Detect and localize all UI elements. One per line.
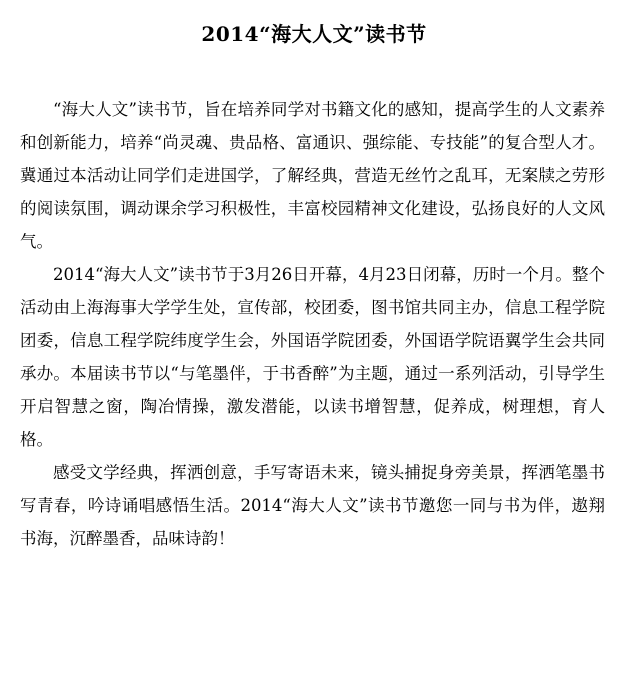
document-title: 2014“海大人文”读书节 bbox=[201, 22, 427, 46]
paragraph-invitation: 感受文学经典，挥洒创意，手写寄语未来，镜头捕捉身旁美景，挥洒笔墨书写青春，吟诗诵唱感悟生活。2014“海大人文”读书节邀您一同与书为伴，遨翔书海，沉醉墨香，品味诗韵！ bbox=[20, 463, 605, 548]
paragraph-purpose: “海大人文”读书节，旨在培养同学对书籍文化的感知，提高学生的人文素养和创新能力，培养“尚灵魂、贵品格、富通识、强综能、专技能”的复合型人才。冀通过本活动让同学们走进国学，了解经典，营造无丝竹之乱耳，无案牍之劳形的阅读氛围，调动课余学习积极性，丰富校园精神文化建设，弘扬良好的人文风气。 bbox=[20, 100, 605, 251]
document-body bbox=[20, 93, 605, 555]
paragraph-event-details: 2014“海大人文”读书节于3月26日开幕，4月23日闭幕，历时一个月。整个活动由上海海事大学学生处，宣传部，校团委，图书馆共同主办，信息工程学院团委，信息工程学院纬度学生会，外国语学院团委，外国语学院语翼学生会共同承办。本届读书节以“与笔墨伴，于书香醉”为主题，通过一系列活动，引导学生开启智慧之窗，陶冶情操，激发潜能，以读书增智慧，促养成，树理想，育人格。 bbox=[20, 265, 605, 449]
